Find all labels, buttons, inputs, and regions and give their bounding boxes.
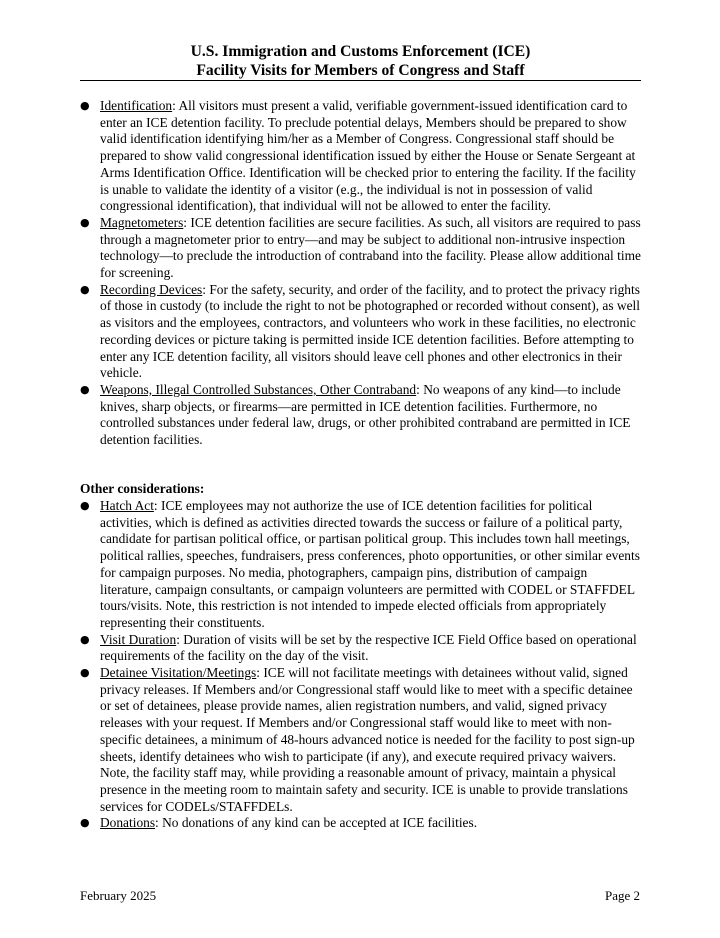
- header-divider: [80, 80, 641, 81]
- other-term: Donations: [100, 815, 156, 831]
- rule-text: : ICE detention facilities are secure facilities. As such, all visitors are required to pass through a magnetometer prior to entry—and may be subject to additional non-intrusive inspection technology—to preclude the introduction of contraband into the facility. Please allow additional time for screening.: [100, 214, 641, 281]
- rule-term: Identification: [100, 98, 173, 113]
- footer-page-number: Page 2: [604, 888, 640, 903]
- bullet-icon: ●: [80, 282, 90, 296]
- rule-term: Recording Devices: [100, 281, 203, 297]
- other-text: : No donations of any kind can be accepted at ICE facilities.: [155, 815, 478, 831]
- rules-list: [80, 98, 641, 449]
- other-considerations-list: [80, 498, 641, 832]
- rule-magnetometers: [80, 215, 641, 282]
- other-detainee-visitation: [80, 665, 641, 815]
- bullet-icon: ●: [80, 816, 90, 830]
- rule-recording-devices: [80, 282, 641, 382]
- other-term: Detainee Visitation/Meetings: [100, 665, 257, 681]
- bullet-icon: ●: [80, 666, 90, 680]
- document-header: [80, 42, 641, 80]
- bullet-icon: ●: [80, 499, 90, 512]
- rule-text: : All visitors must present a valid, verifiable government-issued identification card to enter an ICE detention facility. To preclude potential delays, Members should be prepared to show valid identification identifying him/her as a Member of Congress. Congressional staff should be prepared to show valid congressional identification issued by either the House or Senate Sergeant at Arms Identification Office. Identification will be checked prior to entering the facility. If the facility is unable to validate the identity of a visitor (e.g., the individual is not in possession of valid congressional identification), that individual will not be allowed to enter the facility.: [100, 98, 636, 214]
- rule-text: : For the safety, security, and order of the facility, and to protect the privacy rights of those in custody (to include the right to not be photographed or recorded without consent), as well as visitors and the employees, contractors, and volunteers who work in these facilities, no electronic recording devices or picture taking is permitted inside ICE detention facilities. Before attempting to enter any ICE detention facility, all visitors should leave cell phones and other electronics in their vehicle.: [100, 281, 640, 381]
- other-term: Hatch Act: [100, 498, 154, 513]
- bullet-icon: ●: [80, 215, 90, 229]
- other-donations: [80, 815, 641, 832]
- footer-date: February 2025: [80, 888, 157, 903]
- rule-text: : No weapons of any kind—to include knives, sharp objects, or firearms—are permitted in ICE detention facilities. Furthermore, no controlled substances under federal law, drugs, or other prohibited contraband are permitted in ICE detention facilities.: [100, 381, 631, 448]
- header-title-line1: U.S. Immigration and Customs Enforcement (ICE): [190, 43, 531, 60]
- other-visit-duration: [80, 632, 641, 665]
- header-title-line2: Facility Visits for Members of Congress and Staff: [196, 62, 525, 79]
- rule-term: Weapons, Illegal Controlled Substances, Other Contraband: [100, 381, 417, 397]
- bullet-icon: ●: [80, 99, 90, 112]
- other-text: : Duration of visits will be set by the respective ICE Field Office based on operational requirements of the facility on the day of the visit.: [100, 631, 637, 664]
- rule-weapons-contraband: [80, 382, 641, 449]
- bullet-icon: ●: [80, 382, 90, 396]
- other-term: Visit Duration: [100, 631, 177, 647]
- other-text: : ICE will not facilitate meetings with detainees without valid, signed privacy releases. If Members and/or Congressional staff would like to meet with a specific detainee or set of detainees, please provide names, alien registration numbers, and valid, signed privacy releases with your request. If Members and/or Congressional staff would like to meet with non-specific detainees, a minimum of 48-hours advanced notice is needed for the facility to post sign-up sheets, identify detainees who wish to participate (if any), and execute required privacy waivers. Note, the facility staff may, while providing a reasonable amount of privacy, maintain a physical presence in the meeting room to maintain safety and security. ICE is unable to provide translations services for CODELs/STAFFDELs.: [100, 665, 635, 814]
- bullet-icon: ●: [80, 632, 90, 646]
- other-hatch-act: [80, 498, 641, 632]
- rule-term: Magnetometers: [100, 214, 184, 230]
- rule-identification: [80, 98, 641, 215]
- other-considerations-heading: Other considerations:: [80, 481, 205, 496]
- other-text: : ICE employees may not authorize the use of ICE detention facilities for political activities, which is defined as activities directed towards the success or failure of a political party, candidate for partisan political office, or partisan political group. This includes town hall meetings, political rallies, speeches, fundraisers, press conferences, photo opportunities, or other similar events for campaign purposes. No media, photographers, campaign pins, distribution of campaign literature, campaign consultants, or campaign volunteers are permitted with CODEL or STAFFDEL tours/visits. Note, this restriction is not intended to impede elected officials from appropriately representing their constituents.: [100, 498, 640, 630]
